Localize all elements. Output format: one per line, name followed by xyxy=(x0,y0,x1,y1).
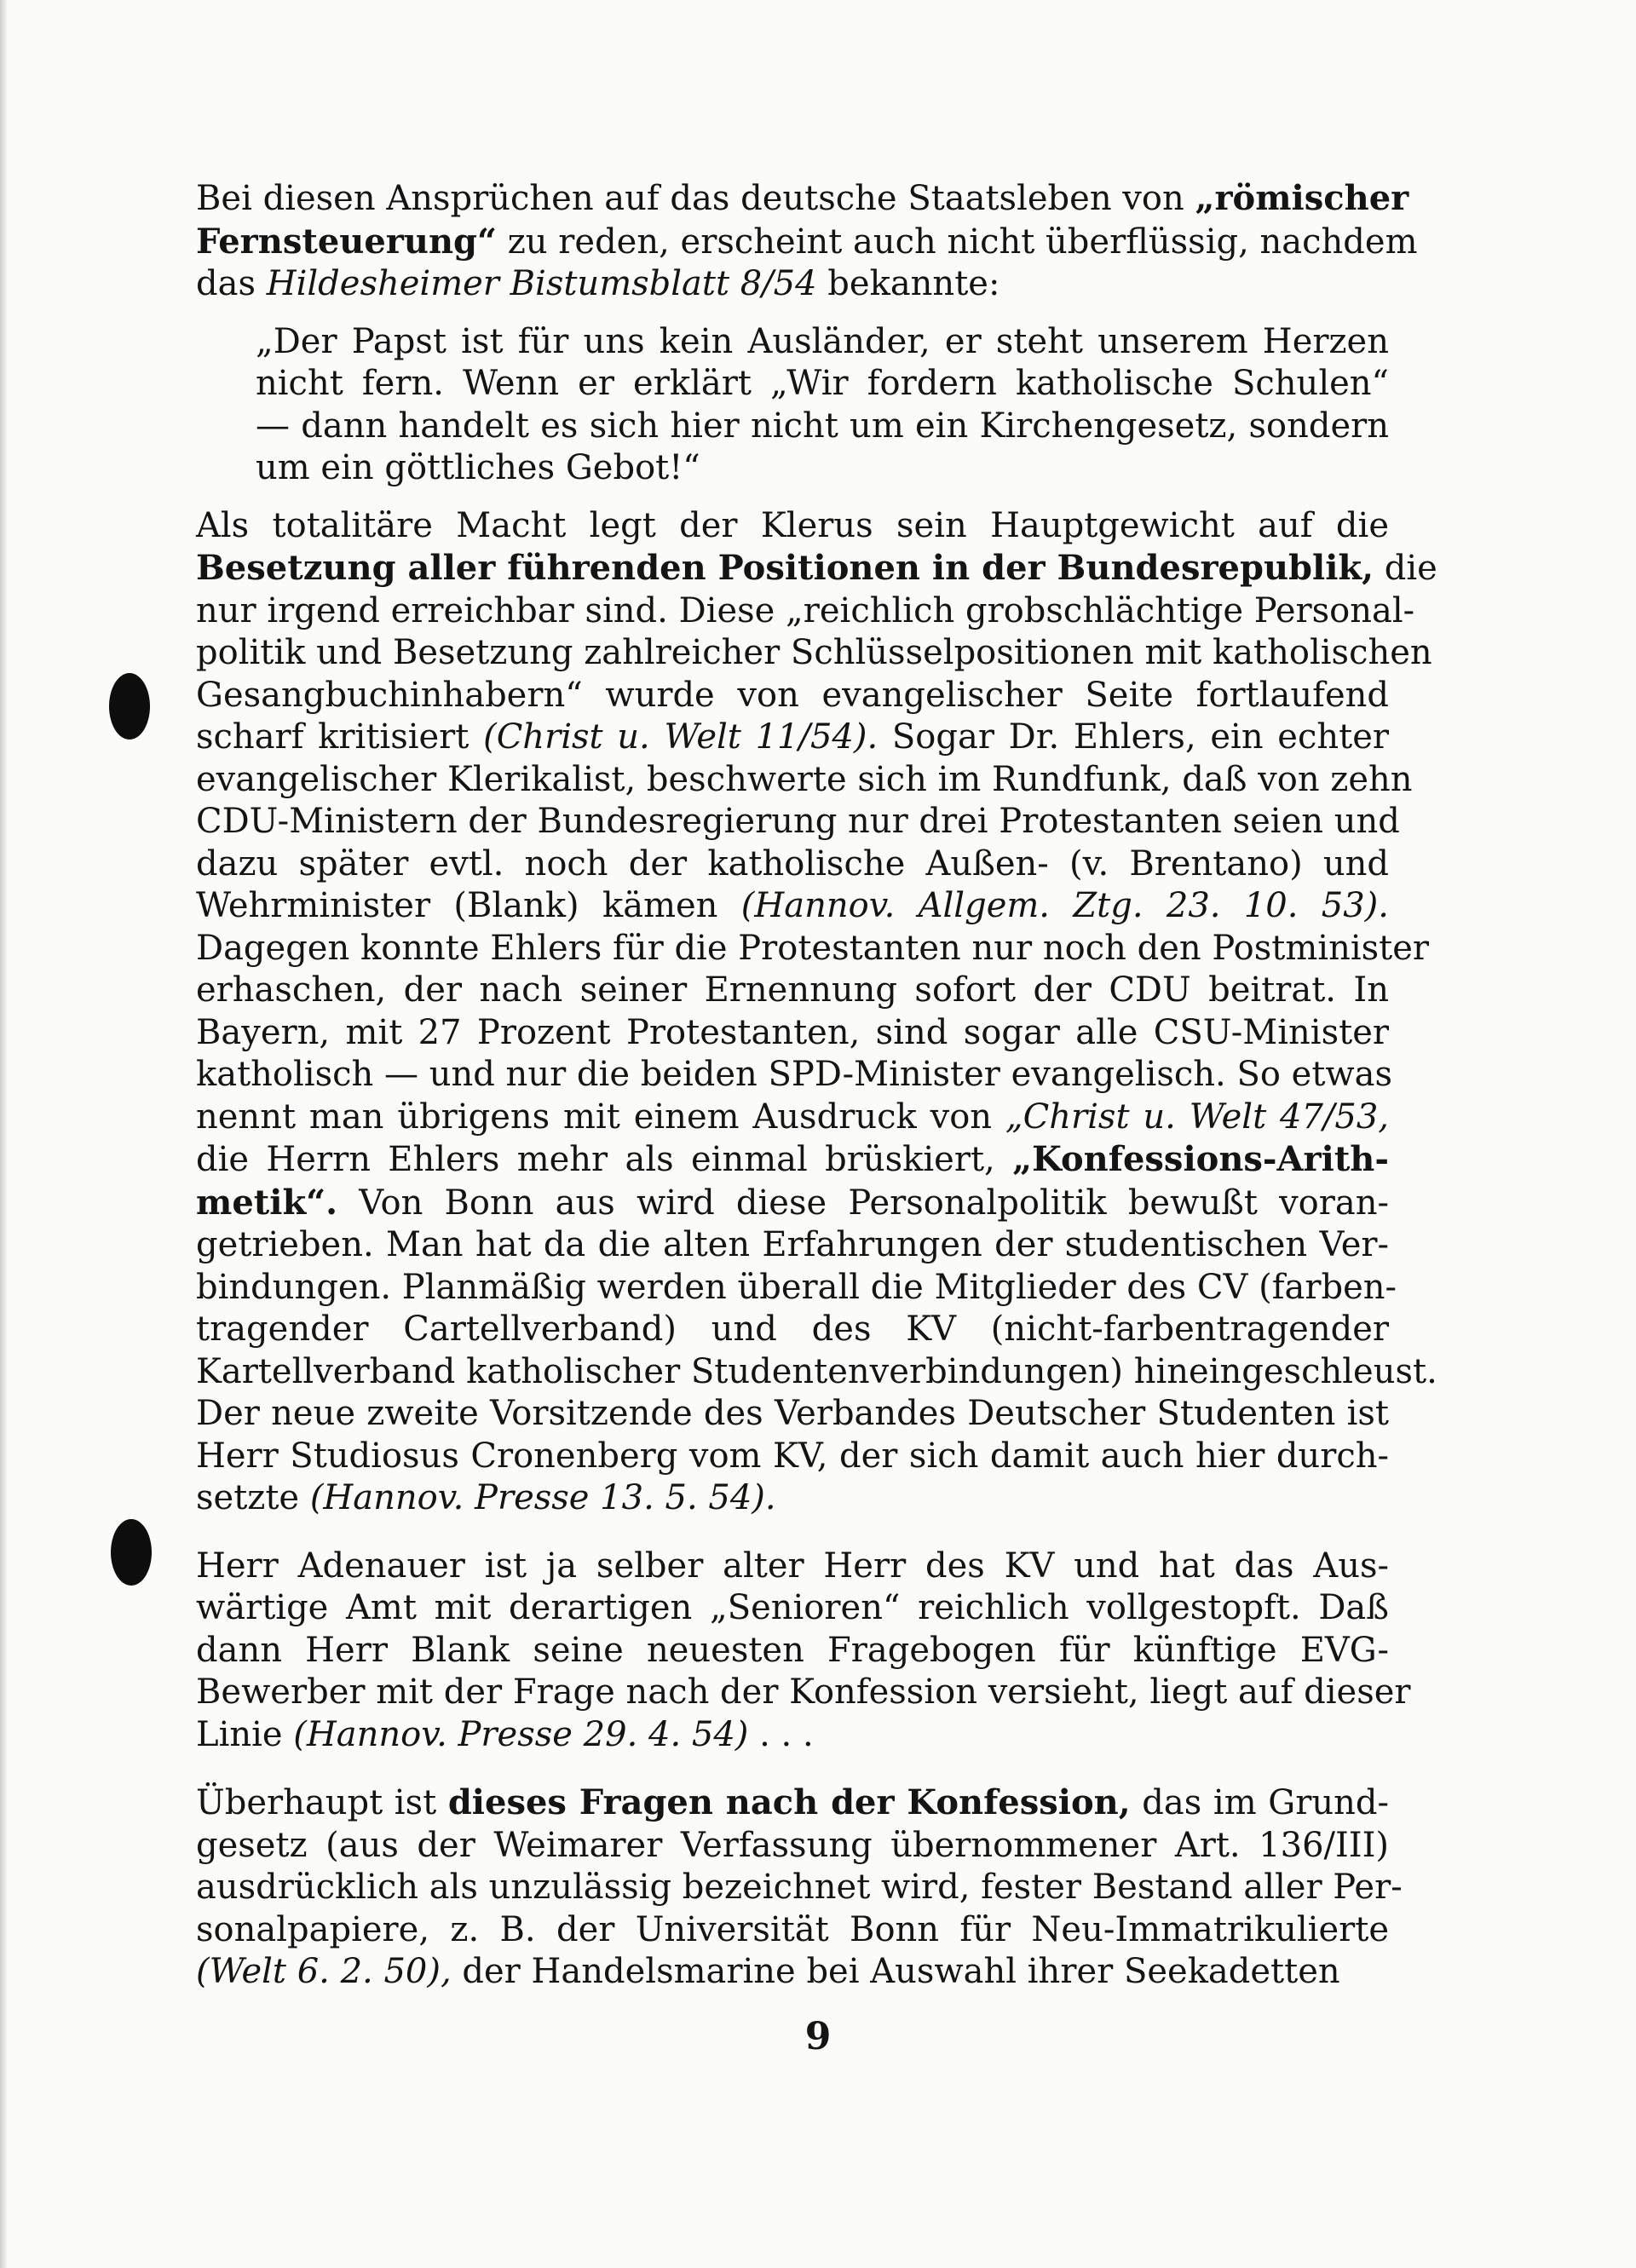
citation-italic: (Hannov. Presse 29. 4. 54) xyxy=(293,1714,749,1754)
emphasis-bold: metik“. xyxy=(196,1182,338,1223)
text-run: getrieben. Man hat da die alten Erfahrungen der studentischen Ver- xyxy=(196,1225,1389,1264)
emphasis-bold: dieses Fragen nach der Konfession, xyxy=(447,1782,1131,1822)
paragraph-gap xyxy=(196,1520,1389,1546)
punch-hole-lower xyxy=(111,1519,152,1586)
text-run: Gesangbuchinhabern“ wurde von evangelischer Seite fortlaufend xyxy=(196,675,1389,715)
text-line xyxy=(196,1825,1389,1868)
text-line xyxy=(196,1630,1389,1672)
citation-italic: (Hannov. Presse 13. 5. 54). xyxy=(309,1478,776,1517)
citation-italic: Hildesheimer Bistumsblatt 8/54 xyxy=(266,264,817,303)
text-line xyxy=(256,447,1389,490)
text-run: der Handelsmarine bei Auswahl ihrer Seekadetten xyxy=(451,1952,1340,1991)
emphasis-bold: „römischer xyxy=(1195,178,1409,218)
text-line xyxy=(196,1138,1389,1182)
text-line xyxy=(196,1224,1389,1267)
block-quote xyxy=(256,321,1389,490)
text-line xyxy=(196,1393,1389,1436)
text-line xyxy=(196,1909,1389,1952)
text-run: Kartellverband katholischer Studentenverbindungen) hineingeschleust. xyxy=(196,1351,1437,1391)
text-run: Herr Studiosus Cronenberg vom KV, der sich damit auch hier durch- xyxy=(196,1436,1389,1476)
text-line xyxy=(196,1587,1389,1630)
text-run: ausdrücklich als unzulässig bezeichnet wird, fester Bestand aller Per- xyxy=(196,1868,1403,1907)
text-run: Überhaupt ist xyxy=(196,1783,448,1822)
text-run: wärtige Amt mit derartigen „Senioren“ reichlich vollgestopft. Daß xyxy=(196,1588,1389,1627)
paragraph xyxy=(196,505,1437,1520)
text-line xyxy=(196,970,1389,1012)
text-run: . . . xyxy=(748,1714,814,1754)
text-run: zu reden, erscheint auch nicht überflüssig, nachdem xyxy=(497,222,1418,262)
text-run: nur irgend erreichbar sind. Diese „reichlich grobschlächtige Personal- xyxy=(196,590,1415,630)
text-line xyxy=(196,632,1432,675)
text-run: Herr Adenauer ist ja selber alter Herr des KV und hat das Aus- xyxy=(196,1546,1389,1586)
text-line xyxy=(196,1054,1393,1097)
text-line xyxy=(196,928,1430,970)
text-run: nennt man übrigens mit einem Ausdruck von xyxy=(196,1097,1005,1137)
text-run: Als totalitäre Macht legt der Klerus sein Hauptgewicht auf die xyxy=(196,505,1389,545)
text-line xyxy=(196,843,1389,886)
text-line xyxy=(256,363,1389,406)
paragraph xyxy=(196,1782,1403,1994)
text-run: Sogar Dr. Ehlers, ein echter xyxy=(878,717,1389,757)
citation-italic: (Hannov. Allgem. Ztg. 23. 10. 53). xyxy=(740,886,1389,925)
citation-italic: (Christ u. Welt 11/54). xyxy=(483,717,878,757)
text-run: Bei diesen Ansprüchen auf das deutsche Staatsleben von xyxy=(196,179,1195,218)
text-line xyxy=(196,1546,1389,1588)
text-line xyxy=(196,1309,1389,1351)
text-run: CDU-Ministern der Bundesregierung nur drei Protestanten seien und xyxy=(196,802,1400,841)
text-line xyxy=(196,547,1437,590)
text-line xyxy=(196,1867,1403,1909)
text-line xyxy=(196,885,1389,928)
text-line xyxy=(256,321,1389,364)
citation-italic: (Welt 6. 2. 50), xyxy=(196,1952,452,1991)
emphasis-bold: „Konfessions-Arith- xyxy=(1012,1139,1389,1179)
text-line xyxy=(196,177,1409,221)
text-run: Wehrminister (Blank) kämen xyxy=(196,886,741,925)
text-run: dazu später evtl. noch der katholische Außen- (v. Brentano) und xyxy=(196,843,1389,884)
text-run: evangelischer Klerikalist, beschwerte sich im Rundfunk, daß von zehn xyxy=(196,759,1413,799)
text-run: die Herrn Ehlers mehr als einmal brüskiert, xyxy=(196,1140,1013,1179)
text-run: um ein göttliches Gebot!“ xyxy=(256,448,700,487)
text-run: erhaschen, der nach seiner Ernennung sofort der CDU beitrat. In xyxy=(196,970,1389,1010)
text-line xyxy=(196,1267,1397,1310)
emphasis-bold: Besetzung aller führenden Positionen in der Bundesrepublik, xyxy=(196,548,1374,588)
text-line xyxy=(196,1672,1411,1714)
text-run: „Der Papst ist für uns kein Ausländer, er steht unserem Herzen xyxy=(256,321,1389,361)
text-run: scharf kritisiert xyxy=(196,717,484,757)
text-run: sonalpapiere, z. B. der Universität Bonn für Neu-Immatrikulierte xyxy=(196,1909,1389,1949)
text-line xyxy=(196,717,1389,759)
text-line xyxy=(196,801,1400,843)
text-run: setzte xyxy=(196,1478,310,1517)
text-run: Von Bonn aus wird diese Personalpolitik bewußt voran- xyxy=(337,1183,1389,1223)
citation-italic: „Christ u. Welt 47/53, xyxy=(1005,1097,1390,1137)
paragraph xyxy=(196,177,1418,306)
text-line xyxy=(196,1012,1389,1055)
text-line xyxy=(196,1097,1389,1139)
text-line xyxy=(196,1951,1389,1994)
text-line xyxy=(196,1714,1389,1757)
text-line xyxy=(196,221,1418,264)
scan-edge xyxy=(0,0,7,2268)
text-run: Der neue zweite Vorsitzende des Verbandes Deutscher Studenten ist xyxy=(196,1394,1389,1433)
text-line xyxy=(196,263,1389,306)
text-line xyxy=(196,675,1389,717)
text-line xyxy=(196,1436,1389,1478)
text-run: bekannte: xyxy=(816,264,1000,303)
paragraph xyxy=(196,1546,1411,1757)
text-run: tragender Cartellverband) und des KV (nicht-farbentragender xyxy=(196,1310,1389,1349)
text-run: Dagegen konnte Ehlers für die Protestanten nur noch den Postminister xyxy=(196,928,1430,968)
text-line xyxy=(196,1477,1389,1520)
text-line xyxy=(256,406,1389,448)
text-run: politik und Besetzung zahlreicher Schlüsselpositionen mit katholischen xyxy=(196,633,1432,672)
text-run: das xyxy=(196,264,267,303)
text-run: die xyxy=(1374,549,1437,588)
text-line xyxy=(196,590,1415,633)
text-line xyxy=(196,1182,1389,1225)
text-run: das im Grund- xyxy=(1130,1783,1389,1822)
emphasis-bold: Fernsteuerung“ xyxy=(196,221,498,262)
text-run: Bayern, mit 27 Prozent Protestanten, sind sogar alle CSU-Minister xyxy=(196,1012,1389,1052)
text-line xyxy=(196,505,1389,548)
text-run: nicht fern. Wenn er erklärt „Wir fordern katholische Schulen“ xyxy=(256,364,1389,403)
text-line xyxy=(196,759,1413,802)
paragraph-gap xyxy=(196,1756,1389,1782)
text-run: bindungen. Planmäßig werden überall die Mitglieder des CV (farben- xyxy=(196,1267,1397,1307)
text-run: katholisch — und nur die beiden SPD-Minister evangelisch. So etwas xyxy=(196,1055,1393,1094)
text-line xyxy=(196,1782,1389,1825)
punch-hole-upper xyxy=(109,673,150,740)
page-number: 9 xyxy=(804,2015,832,2058)
body-text xyxy=(196,177,1437,1994)
text-run: — dann handelt es sich hier nicht um ein Kirchengesetz, sondern xyxy=(256,406,1389,446)
text-run: dann Herr Blank seine neuesten Fragebogen für künftige EVG- xyxy=(196,1630,1389,1670)
text-line xyxy=(196,1351,1437,1394)
text-run: gesetz (aus der Weimarer Verfassung übernommener Art. 136/III) xyxy=(196,1825,1389,1865)
text-run: Linie xyxy=(196,1714,294,1754)
text-run: Bewerber mit der Frage nach der Konfession versieht, liegt auf dieser xyxy=(196,1672,1411,1712)
